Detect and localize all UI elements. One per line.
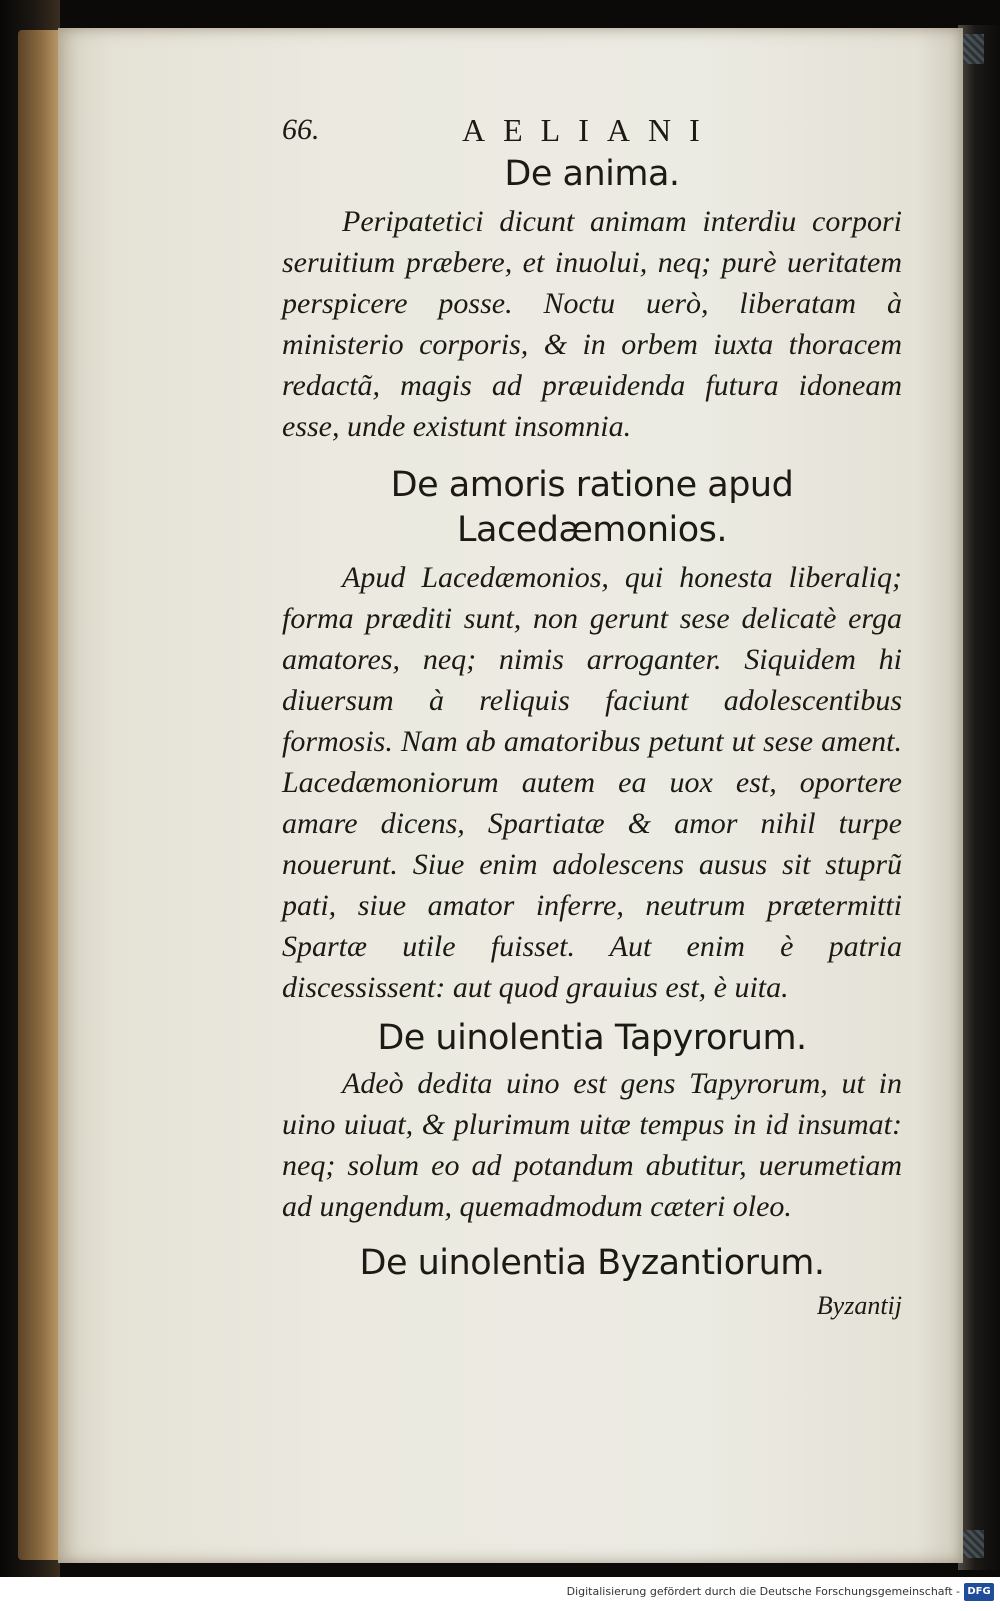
running-title: AELIANI [462,111,718,148]
page-number: 66. [282,113,320,146]
section-heading: De uinolentia Tapyrorum. [377,1018,807,1058]
catchword: Byzantij [816,1291,902,1320]
section-paragraph: Peripatetici dicunt animam interdiu corpori seruitium præbere, et inuolui, neq; purè ueritatem perspicere posse. Noctu uerò, liberatam à ministerio corporis, & in orbem iuxta thoracem redactã, magis ad præuidenda futura idoneam esse, unde existunt insomnia. [282,205,902,443]
running-head [282,108,902,152]
section-heading: De amoris ratione apud Lacedæmonios. [390,465,794,550]
dfg-logo-icon: DFG [964,1583,994,1601]
section-de-amoris-ratione [282,463,902,1008]
binding-tape-bottom [960,1530,984,1558]
digitization-credit-bar [0,1577,1000,1611]
section-de-uinolentia-tapyrorum [282,1016,902,1227]
section-paragraph: Adeò dedita uino est gens Tapyrorum, ut in uino uiuat, & plurimum uitæ tempus in id insumat: neq; solum eo ad potandum abutitur, uerumetiam ad ungendum, quemadmodum cæteri oleo. [282,1067,902,1223]
digitization-credit-text: Digitalisierung gefördert durch die Deutsche Forschungsgemeinschaft - [566,1585,960,1598]
section-heading: De anima. [504,154,680,194]
section-paragraph: Apud Lacedæmonios, qui honesta liberaliq; forma præditi sunt, non gerunt sese delicatè erga amatores, neq; nimis arroganter. Siquidem hi diuersum à reliquis faciunt adolescentibus formosis. Nam ab amatoribus petunt ut sese ament. Lacedæmoniorum autem ea uox est, oportere amare dicens, Spartiatæ & amor nihil turpe nouerunt. Siue enim adolescens ausus sit stuprũ pati, siue amator inferre, neutrum prætermitti Spartæ utile fuisset. Aut enim è patria discessissent: aut quod grauius est, è uita. [282,561,902,1004]
page-text-block [282,108,902,1326]
section-heading: De uinolentia Byzantiorum. [359,1243,825,1283]
section-de-uinolentia-byzantiorum [282,1241,902,1286]
binding-tape-top [960,34,984,64]
section-de-anima [282,152,902,447]
page-fore-edge [958,25,1000,1570]
